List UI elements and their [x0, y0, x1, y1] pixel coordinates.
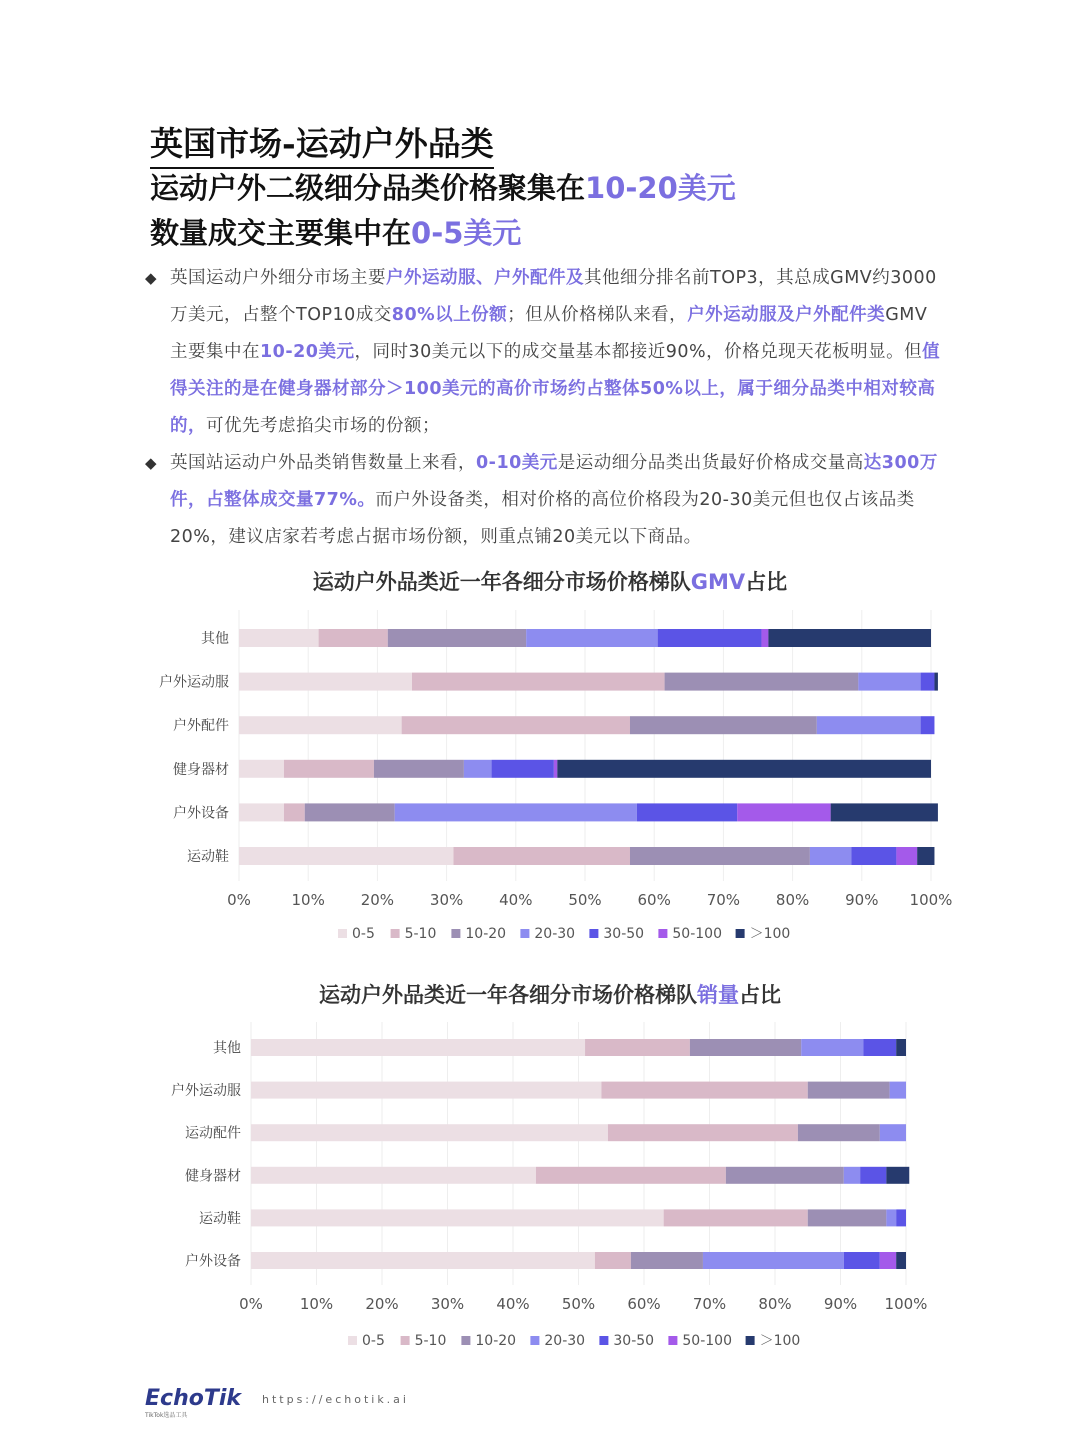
x-tick-label: 0% [239, 1295, 263, 1313]
bar-segment [536, 1167, 726, 1184]
subtitle-price [150, 166, 736, 207]
category-label: 其他 [213, 1040, 241, 1057]
legend-label: 30-50 [603, 926, 645, 942]
bar-segment [464, 760, 492, 778]
highlight-text: 户外运动服、户外配件及 [386, 268, 584, 288]
chart-volume-share [0, 1012, 1080, 1368]
body-text: ，同时30美元以下的成交量基本都接近90%，价格兑现天花板明显。但 [354, 342, 923, 362]
legend-label: 30-50 [613, 1333, 655, 1349]
legend-label: 5-10 [414, 1333, 447, 1349]
bar-segment [251, 1124, 608, 1141]
highlight-text: 户外运动服及户外配件类 [687, 305, 886, 325]
x-tick-label: 40% [496, 1295, 530, 1313]
x-tick-label: 60% [627, 1295, 661, 1313]
bar-segment [601, 1082, 807, 1099]
page-title: 英国市场-运动户外品类 [150, 118, 494, 169]
body-text: 英国运动户外细分市场主要 [170, 268, 386, 288]
bar-segment [402, 716, 630, 734]
body-text: GMV主要集中在 [170, 305, 928, 362]
x-tick-label: 70% [692, 1295, 727, 1313]
bar-segment [239, 847, 454, 865]
subtitle-volume [150, 211, 521, 252]
chart-gmv-share [0, 600, 1080, 960]
x-tick-label: 20% [365, 1295, 399, 1313]
x-tick-label: 50% [568, 891, 602, 909]
x-tick-label: 40% [499, 891, 533, 909]
bar-segment [801, 1039, 863, 1056]
highlight-text: 0-10美元 [476, 453, 558, 473]
legend-label: 20-30 [534, 926, 576, 942]
bar-segment [665, 673, 859, 691]
chart-volume-title-prefix: 运动户外品类近一年各细分市场价格梯队 [319, 983, 697, 1007]
legend-label: ＞100 [759, 1333, 801, 1349]
legend-swatch [348, 1336, 357, 1345]
legend-swatch [736, 929, 745, 938]
bar-segment [239, 803, 284, 821]
category-label: 户外运动服 [159, 674, 229, 691]
bar-segment [554, 760, 557, 778]
bar-segment [658, 629, 762, 647]
x-tick-label: 90% [823, 1295, 858, 1313]
x-tick-label: 80% [758, 1295, 792, 1313]
bar-segment [810, 847, 852, 865]
bar-segment [251, 1209, 664, 1226]
category-label: 其他 [201, 631, 229, 647]
bar-segment [395, 803, 637, 821]
diamond-bullet-icon: ◆ [145, 454, 158, 472]
subtitle-volume-accent: 0-5美元 [411, 216, 522, 250]
bar-segment [251, 1082, 601, 1099]
x-tick-label: 20% [360, 891, 395, 909]
footer-url: https://echotik.ai [262, 1393, 409, 1406]
bar-segment [526, 629, 657, 647]
category-label: 运动鞋 [187, 849, 229, 865]
legend-swatch [668, 1336, 677, 1345]
bar-segment [934, 673, 937, 691]
chart-gmv-title-suffix: 占比 [745, 570, 788, 594]
highlight-text: 值得关注的是在健身器材部分＞100美元的高价市场约占整体50%以上，属于细分品类中相对较高的， [170, 342, 941, 436]
chart-gmv-title [0, 566, 1080, 596]
bar-segment [630, 847, 810, 865]
x-tick-label: 30% [430, 1295, 465, 1313]
bar-segment [630, 716, 817, 734]
subtitle-price-accent: 10-20美元 [585, 171, 736, 205]
bar-segment [817, 716, 921, 734]
bar-segment [631, 1252, 703, 1269]
echotik-logo: EchoTik [145, 1386, 242, 1411]
bar-segment [608, 1124, 798, 1141]
subtitle-volume-prefix: 数量成交主要集中在 [150, 216, 412, 250]
bar-segment [239, 629, 319, 647]
bar-segment [412, 673, 665, 691]
x-tick-label: 80% [775, 891, 810, 909]
category-label: 运动鞋 [199, 1210, 241, 1227]
category-label: 户外配件 [173, 718, 229, 735]
bar-segment [896, 1039, 906, 1056]
legend-label: 5-10 [404, 926, 437, 942]
bar-segment [890, 1082, 906, 1099]
category-label: 运动配件 [185, 1125, 241, 1142]
legend-swatch [589, 929, 598, 938]
legend-swatch [658, 929, 667, 938]
bar-segment [860, 1167, 886, 1184]
bar-segment [896, 1209, 906, 1226]
bar-segment [284, 760, 374, 778]
bar-segment [388, 629, 526, 647]
bar-segment [284, 803, 305, 821]
body-text: 而户外设备类，相对价格的高位价格段为20-30美元但也仅占该品类20%，建议店家若考虑占据市场份额，则重点铺20美元以下商品。 [170, 490, 915, 547]
bar-segment [239, 673, 412, 691]
logo-tagline: TikTok选品工具 [145, 1412, 188, 1419]
legend-label: 0-5 [352, 926, 375, 942]
chart-volume-title [0, 979, 1080, 1009]
bar-segment [880, 1252, 896, 1269]
bullet-item [145, 260, 945, 445]
legend-swatch [599, 1336, 608, 1345]
legend-label: 50-100 [682, 1333, 732, 1349]
bar-segment [737, 803, 830, 821]
chart-volume-title-suffix: 占比 [739, 983, 781, 1007]
bar-segment [454, 847, 630, 865]
bar-segment [703, 1252, 844, 1269]
subtitle-price-prefix: 运动户外二级细分品类价格聚集在 [150, 171, 586, 205]
legend-swatch [520, 929, 529, 938]
bar-segment [251, 1252, 595, 1269]
bar-segment [921, 673, 935, 691]
legend-swatch [338, 929, 347, 938]
legend-label: 10-20 [475, 1333, 517, 1349]
bar-segment [761, 629, 768, 647]
bar-segment [492, 760, 554, 778]
legend-label: 20-30 [544, 1333, 586, 1349]
x-tick-label: 100% [884, 1295, 928, 1313]
bar-segment [319, 629, 388, 647]
bullet-text [170, 453, 938, 547]
bar-segment [798, 1124, 880, 1141]
x-tick-label: 60% [637, 891, 671, 909]
bar-segment [831, 803, 938, 821]
x-tick-label: 90% [845, 891, 879, 909]
highlight-text: 80%以上份额 [391, 305, 508, 325]
body-text: 是运动细分品类出货最好价格成交量高 [557, 453, 864, 473]
bar-segment [896, 1252, 906, 1269]
legend-label: ＞100 [749, 926, 791, 942]
bar-segment [808, 1082, 890, 1099]
bar-segment [251, 1167, 536, 1184]
bar-segment [844, 1252, 880, 1269]
x-tick-label: 10% [291, 891, 325, 909]
insight-bullets [145, 260, 945, 556]
bar-segment [726, 1167, 844, 1184]
legend-label: 10-20 [465, 926, 507, 942]
legend-swatch [391, 929, 400, 938]
bar-segment [595, 1252, 631, 1269]
bar-segment [917, 847, 934, 865]
bar-segment [239, 760, 284, 778]
bar-segment [896, 847, 917, 865]
chart-gmv-title-accent: GMV [690, 570, 746, 594]
legend-label: 50-100 [672, 926, 722, 942]
bar-segment [808, 1209, 887, 1226]
bar-segment [239, 716, 402, 734]
legend-swatch [530, 1336, 539, 1345]
legend-swatch [746, 1336, 755, 1345]
bullet-item [145, 445, 945, 556]
x-tick-label: 70% [706, 891, 741, 909]
body-text: 可优先考虑掐尖市场的份额； [206, 416, 440, 436]
bar-segment [844, 1167, 860, 1184]
body-text: 英国站运动户外品类销售数量上来看， [170, 453, 476, 473]
x-tick-label: 100% [909, 891, 953, 909]
bar-segment [851, 847, 896, 865]
highlight-text: 10-20美元 [260, 342, 355, 362]
x-tick-label: 10% [299, 1295, 334, 1313]
bullet-text [170, 268, 940, 436]
chart-gmv-title-prefix: 运动户外品类近一年各细分市场价格梯队 [312, 570, 691, 594]
diamond-bullet-icon: ◆ [145, 269, 158, 287]
chart-volume-title-accent: 销量 [697, 983, 739, 1007]
bar-segment [690, 1039, 801, 1056]
bar-segment [886, 1167, 909, 1184]
category-label: 户外设备 [173, 805, 229, 822]
bar-segment [305, 803, 395, 821]
bar-segment [858, 673, 920, 691]
bar-segment [921, 716, 935, 734]
legend-swatch [461, 1336, 470, 1345]
category-label: 健身器材 [185, 1168, 241, 1185]
x-tick-label: 30% [429, 891, 464, 909]
bar-segment [374, 760, 464, 778]
bar-segment [880, 1124, 906, 1141]
body-text: ；但从价格梯队来看， [507, 305, 688, 325]
category-label: 户外设备 [185, 1253, 241, 1270]
bar-segment [585, 1039, 690, 1056]
body-text: 其他细分排名前TOP3，其总成GMV约3000万美元，占整个TOP10成交 [170, 268, 937, 325]
bar-segment [768, 629, 931, 647]
legend-swatch [451, 929, 460, 938]
x-tick-label: 50% [561, 1295, 596, 1313]
legend-label: 0-5 [362, 1333, 385, 1349]
bar-segment [637, 803, 737, 821]
legend-swatch [401, 1336, 410, 1345]
bar-segment [251, 1039, 585, 1056]
bar-segment [886, 1209, 896, 1226]
bar-segment [557, 760, 931, 778]
highlight-text: 达300万件，占整体成交量77%。 [170, 453, 938, 510]
category-label: 健身器材 [173, 761, 229, 778]
bar-segment [664, 1209, 808, 1226]
bar-segment [863, 1039, 896, 1056]
x-tick-label: 0% [227, 891, 251, 909]
category-label: 户外运动服 [171, 1083, 241, 1100]
